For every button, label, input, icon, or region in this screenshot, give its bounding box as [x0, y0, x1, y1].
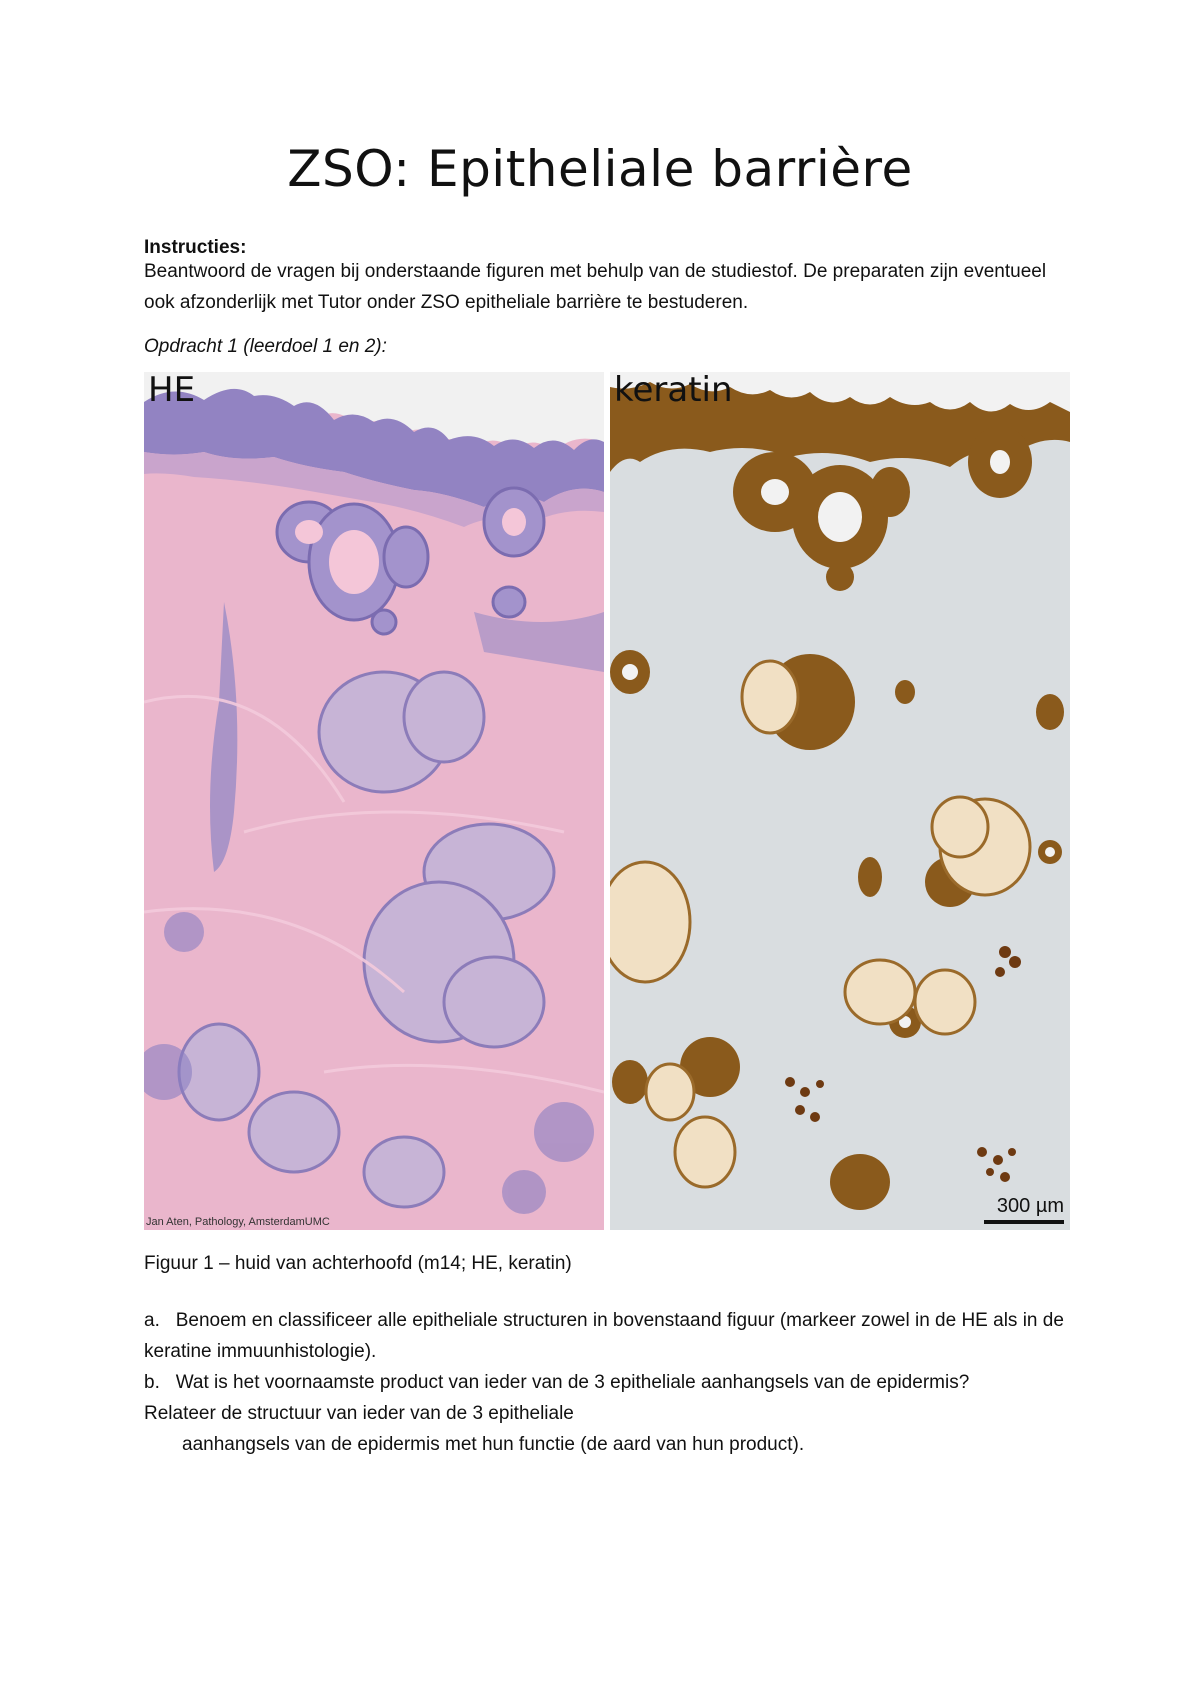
scalebar-line	[984, 1220, 1064, 1224]
figure-1	[144, 372, 1070, 1230]
questions	[144, 1305, 1074, 1460]
figure-caption: Figuur 1 – huid van achterhoofd (m14; HE, keratin)	[144, 1253, 572, 1274]
keratin-label: keratin	[614, 372, 733, 410]
keratin-micrograph	[610, 372, 1070, 1230]
scalebar-label: 300 µm	[996, 1195, 1064, 1217]
question-b-line2: Relateer de structuur van ieder van de 3 epitheliale	[144, 1403, 574, 1424]
question-a-marker: a.	[144, 1310, 160, 1331]
instructions-heading: Instructies:	[144, 237, 247, 258]
page-title: ZSO: Epitheliale barrière	[287, 140, 913, 198]
question-b-text: Wat is het voornaamste product van ieder van de 3 epitheliale aanhangsels van de epidermis?	[175, 1372, 970, 1393]
question-a	[144, 1305, 1074, 1367]
image-credit: Jan Aten, Pathology, AmsterdamUMC	[146, 1216, 330, 1228]
question-b	[144, 1367, 1074, 1398]
he-panel	[144, 372, 604, 1230]
question-a-text: Benoem en classificeer alle epitheliale structuren in bovenstaand figuur (markeer zowel in de HE als in de keratine immuunhistologie).	[144, 1310, 1064, 1362]
assignment-heading: Opdracht 1 (leerdoel 1 en 2):	[144, 336, 387, 357]
keratin-panel	[610, 372, 1070, 1230]
instructions-body: Beantwoord de vragen bij onderstaande figuren met behulp van de studiestof. De preparaten zijn eventueel ook afzonderlijk met Tutor onder ZSO epitheliale barrière te bestuderen.	[144, 261, 1047, 313]
he-micrograph	[144, 372, 604, 1230]
he-label: HE	[148, 372, 196, 410]
question-b-marker: b.	[144, 1372, 160, 1393]
question-b-line3: aanhangsels van de epidermis met hun functie (de aard van hun product).	[182, 1434, 805, 1455]
